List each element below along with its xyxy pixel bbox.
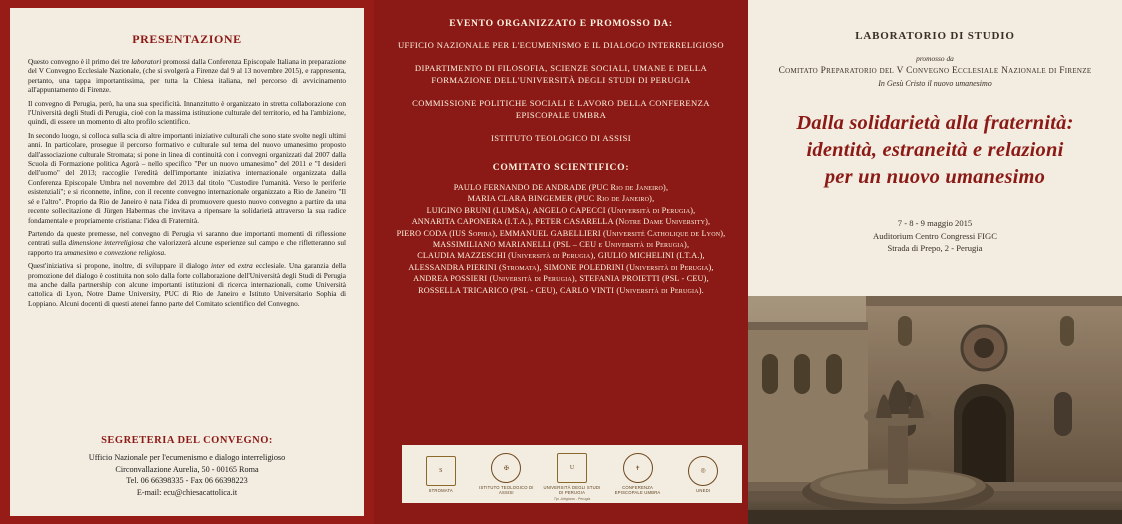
committee-member: LUIGINO BRUNI (LUMSA), ANGELO CAPECCI (Università di Perugia), (426, 205, 696, 215)
committee-member: CLAUDIA MAZZESCHI (Università di Perugia), GIULIO MICHELINI (I.T.A.), (417, 251, 705, 261)
motto-line: In Gesù Cristo il nuovo umanesimo (878, 79, 992, 88)
unedi-caption: UNEDI (696, 487, 711, 493)
presentazione-paragraph: In secondo luogo, si colloca sulla scia di altre importanti iniziative culturali che sono state svolte negli ultimi anni. In particolare, prosegue il percorso formativo e culturale sul tema del nuovo umanesimo proposto dall'associazione culturale Stromata; si pone in linea di continuità con i convegni organizzati dal 2007 dalla Scuola di Formazione politica Agorà – nello specifico "Per un nuovo umanesimo" del 2011 e "I desideri dell'uomo" del 2013; raccoglie l'eredità dell'importante iniziativa internazionale organizzata dalla Conferenza Episcopale Umbra nel novembre del 2013 dal titolo "Custodire l'umanità. Verso le periferie esistenziali"; e si riconnette, infine, con il recente convegno internazionale organizzato a Rio de Janeiro "Il sé e l'altro". Proprio da Rio de Janeiro è nata l'idea di promuovere questo nuovo convegno a partire da una recente sollecitazione di Jürgen Habermas che invitava a ripensare la solidarietà attraverso la sua radice fondamentale e propriamente cristiana: l'idea di Fraternità. (28, 130, 346, 225)
title-line-1: Dalla solidarietà alla fraternità: (796, 112, 1074, 134)
committee-line: Comitato Preparatorio del V Convegno Ecclesiale Nazionale di Firenze (778, 66, 1092, 76)
organizer-item: DIPARTIMENTO DI FILOSOFIA, SCIENZE SOCIALI, UMANE E DELLA FORMAZIONE DELL'UNIVERSITÀ DEGLI STUDI DI PERUGIA (414, 63, 708, 85)
committee-member: ANDREA POSSIERI (Università di Perugia), STEFANIA PROIETTI (PSL - CEU), (413, 274, 709, 284)
segreteria-line: Ufficio Nazionale per l'ecumenismo e dialogo interreligioso (88, 453, 286, 462)
fontana-e-basilica-photo (748, 296, 1122, 524)
istituto-teologico-assisi-logo (477, 451, 535, 497)
promosso-label: promosso da (916, 54, 954, 63)
conferenza-caption: CONFERENZA EPISCOPALE UMBRA (614, 485, 661, 495)
presentazione-paragraph: Quest'iniziativa si propone, inoltre, di sviluppare il dialogo inter ed extra ecclesiale. Una garanzia della promozione del dialogo è costituita non solo dalla forte collaborazione dell'Università degli Studi di Perugia ma anche dalla partnership con alcune importanti istituzioni di ricerca internazionali, come Università cattolica di Lyon, Notre Dame University, PUC di Rio de Janeiro e Istituto Universitario Sophia di Loppiano. Alcuni docenti di questi atenei fanno parte del Comitato scientifico del Convegno. (28, 261, 346, 308)
title-line-2: identità, estraneità e relazioni (806, 139, 1064, 161)
committee-member: ANNARITA CAPONERA (I.T.A.), PETER CASARELLA (Notre Dame University), (411, 217, 711, 227)
church-cross-icon: ✝ (623, 453, 653, 483)
segreteria-block (28, 435, 346, 498)
left-panel-inner (10, 8, 364, 516)
committee-member: PAULO FERNANDO DE ANDRADE (PUC Rio de Janeiro), (453, 183, 669, 192)
committee-member: ALESSANDRA PIERINI (Stromata), SIMONE POLEDRINI (Università di Perugia), (408, 262, 714, 272)
committee-heading: COMITATO SCIENTIFICO: (492, 162, 630, 173)
segreteria-line: Circonvallazione Aurelia, 50 - 00165 Roma (115, 464, 259, 474)
segreteria-email[interactable]: E-mail: ecu@chiesacattolica.it (136, 487, 238, 497)
center-content (390, 18, 732, 296)
conferenza-episcopale-umbra-logo (609, 451, 667, 497)
print-credit: Tip. Artigiana - Perugia (553, 497, 591, 501)
event-address: Strada di Prepo, 2 - Perugia (887, 243, 983, 253)
committee-member: ROSSELLA TRICARICO (PSL - CEU), CARLO VINTI (Università di Perugia). (418, 285, 704, 295)
organized-heading: EVENTO ORGANIZZATO E PROMOSSO DA: (449, 18, 673, 29)
left-panel (0, 0, 374, 524)
title-line-3: per un nuovo umanesimo (824, 166, 1046, 188)
presentazione-paragraph: Questo convegno è il primo dei tre laboratori promossi dalla Conferenza Episcopale Italiana in preparazione del V Convegno Ecclesiale Nazionale, (che si svolgerà a Firenze dal 9 al 13 novembre 2015), e rappresenta, pertanto, una tappa importantissima, per tutta la Chiesa italiana, nel percorso di avvicinamento all'appuntamento di Firenze. (28, 57, 346, 95)
center-panel (374, 0, 748, 524)
page-title (748, 110, 1122, 191)
presentazione-paragraph: Il convegno di Perugia, però, ha una sua specificità. Innanzitutto è organizzato in stretta collaborazione con l'Università degli Studi di Perugia, cioè con la massima istituzione culturale del territorio, ed ha l'ambizione, quindi, di essere un momento di alto profilo scientifico. (28, 98, 346, 127)
stromata-logo (412, 451, 470, 497)
cross-icon: ✠ (491, 453, 521, 483)
event-details (748, 217, 1122, 255)
organizer-item: COMMISSIONE POLITICHE SOCIALI E LAVORO DELLA CONFERENZA EPISCOPALE UMBRA (412, 98, 710, 120)
event-venue: Auditorium Centro Congressi FIGC (873, 230, 997, 241)
unedi-logo (674, 451, 732, 497)
committee-list (390, 182, 732, 296)
organizer-item: ISTITUTO TEOLOGICO DI ASSISI (490, 133, 632, 143)
istituto-caption: ISTITUTO TEOLOGICO DI ASSISI (479, 485, 534, 495)
organizer-item: UFFICIO NAZIONALE PER L'ECUMENISMO E IL DIALOGO INTERRELIGIOSO (397, 40, 725, 50)
presentazione-body (28, 57, 346, 308)
stromata-icon: S (426, 456, 456, 486)
logos-band (402, 445, 742, 503)
committee-member: MASSIMILIANO MARIANELLI (PSL – CEU e Università di Perugia), (432, 240, 690, 250)
universita-studi-perugia-logo (543, 451, 601, 497)
university-icon: U (557, 453, 587, 483)
committee-member: PIERO CODA (IUS Sophia), EMMANUEL GABELLIERI (Université Catholique de Lyon), (396, 228, 726, 238)
photo-graphic (748, 296, 1122, 524)
unedi-icon: ◎ (688, 456, 718, 486)
presentazione-paragraph: Partendo da queste premesse, nel convegno di Perugia vi saranno due importanti momenti di riflessione centrati sulla dimensione interreligiosa che valorizzerà alcune esperienze sul campo e che rifletteranno sul rapporto tra umanesimo e convezione religiosa. (28, 228, 346, 257)
laboratory-heading: LABORATORIO DI STUDIO (855, 30, 1015, 42)
universita-caption: UNIVERSITÀ DEGLI STUDI DI PERUGIA (543, 485, 601, 495)
segreteria-line: Tel. 06 66398335 - Fax 06 66398223 (126, 476, 248, 485)
stromata-caption: STROMATA (428, 487, 453, 493)
event-date: 7 - 8 - 9 maggio 2015 (897, 218, 973, 228)
presentazione-title: PRESENTAZIONE (132, 32, 242, 46)
committee-member: MARIA CLARA BINGEMER (PUC Rio de Janeiro), (467, 194, 655, 204)
segreteria-title: SEGRETERIA DEL CONVEGNO: (101, 435, 273, 446)
